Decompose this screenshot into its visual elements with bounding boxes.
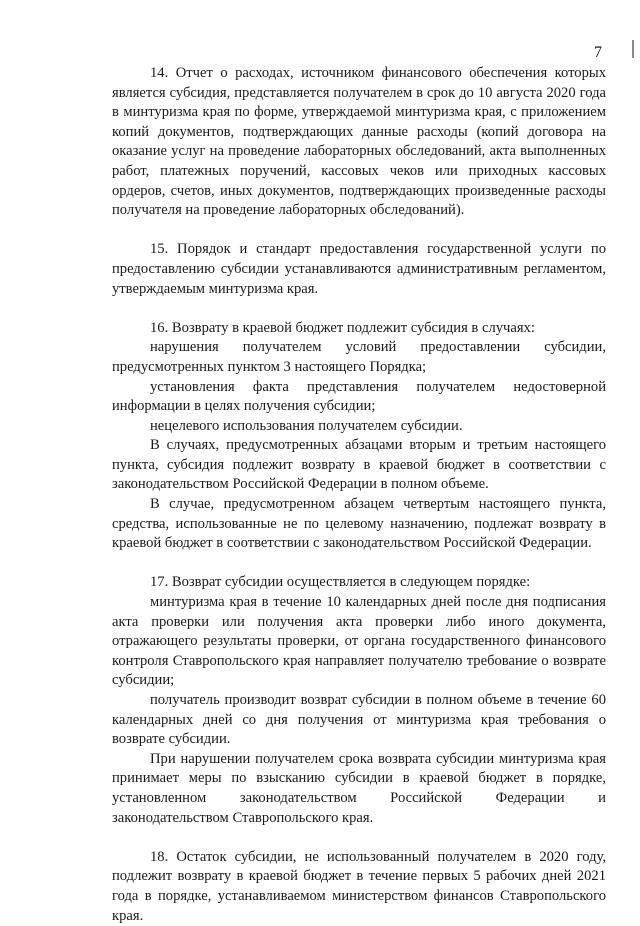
margin-mark <box>632 40 634 58</box>
paragraph-16-note-2: В случае, предусмотренном абзацем четвертым настоящего пункта, средства, использованные не по целевому назначению, подлежат возврату в краевой бюджет в соответствии с законодательством Российской Федерации. <box>112 496 606 552</box>
paragraph-gap <box>112 299 606 319</box>
paragraph-17-item-2: получатель производит возврат субсидии в полном объеме в течение 60 календарных дней со дня получения от минтуризма края требования о возврате субсидии. <box>112 692 606 748</box>
paragraph-16-item-3: нецелевого использования получателем субсидии. <box>150 417 463 434</box>
paragraph-gap <box>112 828 606 848</box>
paragraph-16-item-2: установления факта представления получателем недостоверной информации в целях получения субсидии; <box>112 378 606 415</box>
paragraph-17-heading: 17. Возврат субсидии осуществляется в следующем порядке: <box>150 574 531 591</box>
paragraph-17-item-1: минтуризма края в течение 10 календарных дней после дня подписания акта проверки или получения акта проверки либо иного документа, отражающего результаты проверки, от органа государственного финансового контроля Ставропольского края направляет получателю требование о возврате субсидии; <box>112 594 606 689</box>
paragraph-16-note-1: В случаях, предусмотренных абзацами вторым и третьим настоящего пункта, субсидия подлежит возврату в краевой бюджет в соответствии с законодательством Российской Федерации в полном объеме. <box>112 437 606 493</box>
document-body <box>112 64 606 926</box>
paragraph-16-heading: 16. Возврату в краевой бюджет подлежит субсидия в случаях: <box>150 319 535 336</box>
paragraph-16-item-1: нарушения получателем условий предоставлении субсидии, предусмотренных пунктом 3 настоящего Порядка; <box>112 339 606 375</box>
paragraph-gap <box>112 221 606 241</box>
page-number: 7 <box>594 44 602 61</box>
paragraph-15: 15. Порядок и стандарт предоставления государственной услуги по предоставлению субсидии устанавливаются административным регламентом, утверждаемым минтуризма края. <box>112 241 606 297</box>
paragraph-gap <box>112 554 606 574</box>
paragraph-14: 14. Отчет о расходах, источником финансового обеспечения которых является субсидия, представляется получателем в срок до 10 августа 2020 года в минтуризма края по форме, утверждаемой минтуризма края, с приложением копий документов, подтверждающих данные расходы (копий договора на оказание услуг на проведение лабораторных обследований, акта выполненных работ, платежных поручений, кассовых чеков или приходных кассовых ордеров, счетов, иных документов, подтверждающих произведенные расходы получателя на проведение лабораторных обследований). <box>112 65 606 219</box>
paragraph-18: 18. Остаток субсидии, не использованный получателем в 2020 году, подлежит возврату в краевой бюджет в течение первых 5 рабочих дней 2021 года в порядке, устанавливаемом министерством финансов Ставропольского края. <box>112 848 606 924</box>
paragraph-17-note: При нарушении получателем срока возврата субсидии минтуризма края принимает меры по взысканию субсидии в краевой бюджет в порядке, установленном законодательством Российской Федерации и законодательством Ставропольского края. <box>112 750 606 826</box>
